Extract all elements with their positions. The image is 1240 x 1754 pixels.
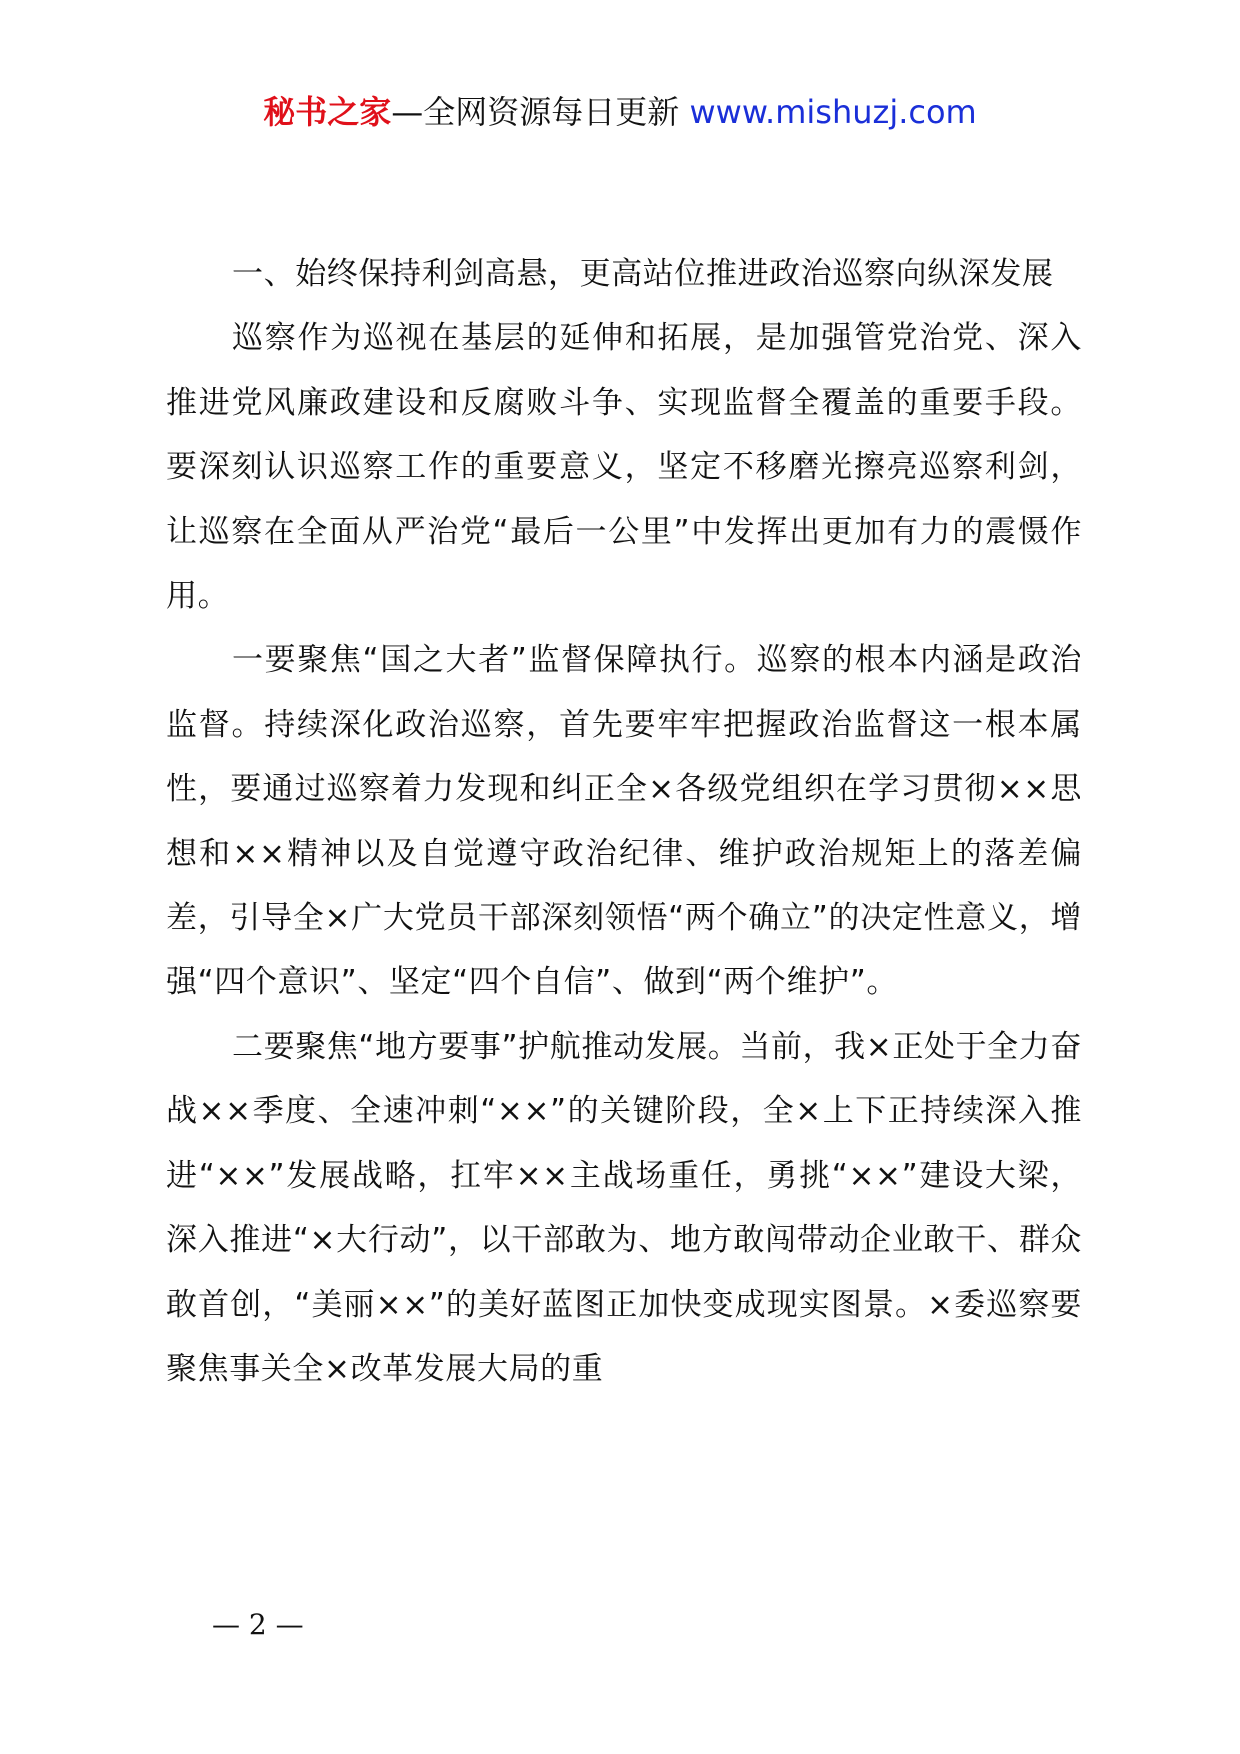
body-paragraph-1: 巡察作为巡视在基层的延伸和拓展，是加强管党治党、深入推进党风廉政建设和反腐败斗争、实现监督全覆盖的重要手段。要深刻认识巡察工作的重要意义，坚定不移磨光擦亮巡察利剑，让巡察在全面从严治党“最后一公里”中发挥出更加有力的震慑作用。 <box>166 320 1082 615</box>
header-tagline: —全网资源每日更新 <box>391 93 680 131</box>
site-url-link[interactable]: www.mishuzj.com <box>689 93 977 131</box>
brand-name: 秘书之家 <box>263 93 392 131</box>
body-paragraph-2: 一要聚焦“国之大者”监督保障执行。巡察的根本内涵是政治监督。持续深化政治巡察，首先要牢牢把握政治监督这一根本属性，要通过巡察着力发现和纠正全×各级党组织在学习贯彻××思想和××精神以及自觉遵守政治纪律、维护政治规矩上的落差偏差，引导全×广大党员干部深刻领悟“两个确立”的决定性意义，增强“四个意识”、坚定“四个自信”、做到“两个维护”。 <box>166 642 1082 1001</box>
page-number: — 2 — <box>212 1608 304 1641</box>
document-body <box>166 242 1082 1401</box>
site-header-banner <box>0 92 1240 132</box>
body-paragraph-3: 二要聚焦“地方要事”护航推动发展。当前，我×正处于全力奋战××季度、全速冲刺“××”的关键阶段，全×上下正持续深入推进“××”发展战略，扛牢××主战场重任，勇挑“××”建设大梁，深入推进“×大行动”，以干部敢为、地方敢闯带动企业敢干、群众敢首创，“美丽××”的美好蓝图正加快变成现实图景。×委巡察要聚焦事关全×改革发展大局的重 <box>166 1028 1082 1387</box>
section-heading: 一、始终保持利剑高悬，更高站位推进政治巡察向纵深发展 <box>232 256 1054 292</box>
